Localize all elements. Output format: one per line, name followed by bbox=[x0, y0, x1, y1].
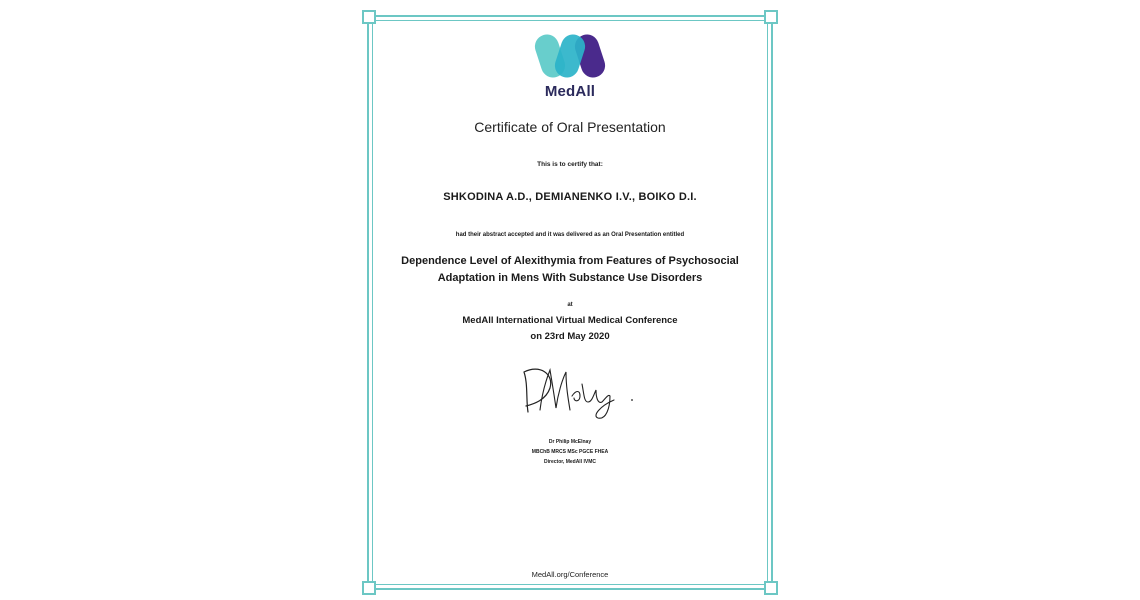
certify-line: This is to certify that: bbox=[537, 161, 603, 168]
corner-ornament-top-left bbox=[362, 10, 376, 24]
medall-logo-icon bbox=[534, 32, 606, 80]
recipient-names: SHKODINA A.D., DEMIANENKO I.V., BOIKO D.I. bbox=[443, 191, 697, 203]
signatory-name: Dr Philip McElnay bbox=[548, 439, 592, 445]
corner-ornament-bottom-right bbox=[764, 581, 778, 595]
brand-name: MedAll bbox=[544, 83, 596, 100]
corner-ornament-top-right bbox=[764, 10, 778, 24]
certificate bbox=[362, 10, 778, 595]
signature-image bbox=[510, 354, 650, 424]
signatory-qualifications: MBChB MRCS MSc PGCE FHEA bbox=[531, 449, 609, 455]
medall-logo bbox=[362, 32, 778, 80]
signatory-role: Director, MedAll IVMC bbox=[544, 459, 596, 465]
at-label: at bbox=[567, 302, 573, 308]
presentation-title-line-2: Adaptation in Mens With Substance Use Disorders bbox=[437, 272, 703, 284]
corner-ornament-bottom-left bbox=[362, 581, 376, 595]
abstract-line: had their abstract accepted and it was delivered as an Oral Presentation entitled bbox=[455, 232, 685, 238]
presentation-title-line-1: Dependence Level of Alexithymia from Features of Psychosocial bbox=[401, 255, 739, 267]
conference-name: MedAll International Virtual Medical Conference bbox=[462, 315, 678, 326]
certificate-title: Certificate of Oral Presentation bbox=[474, 119, 666, 135]
conference-date: on 23rd May 2020 bbox=[530, 331, 610, 342]
footer-url: MedAll.org/Conference bbox=[531, 570, 609, 579]
